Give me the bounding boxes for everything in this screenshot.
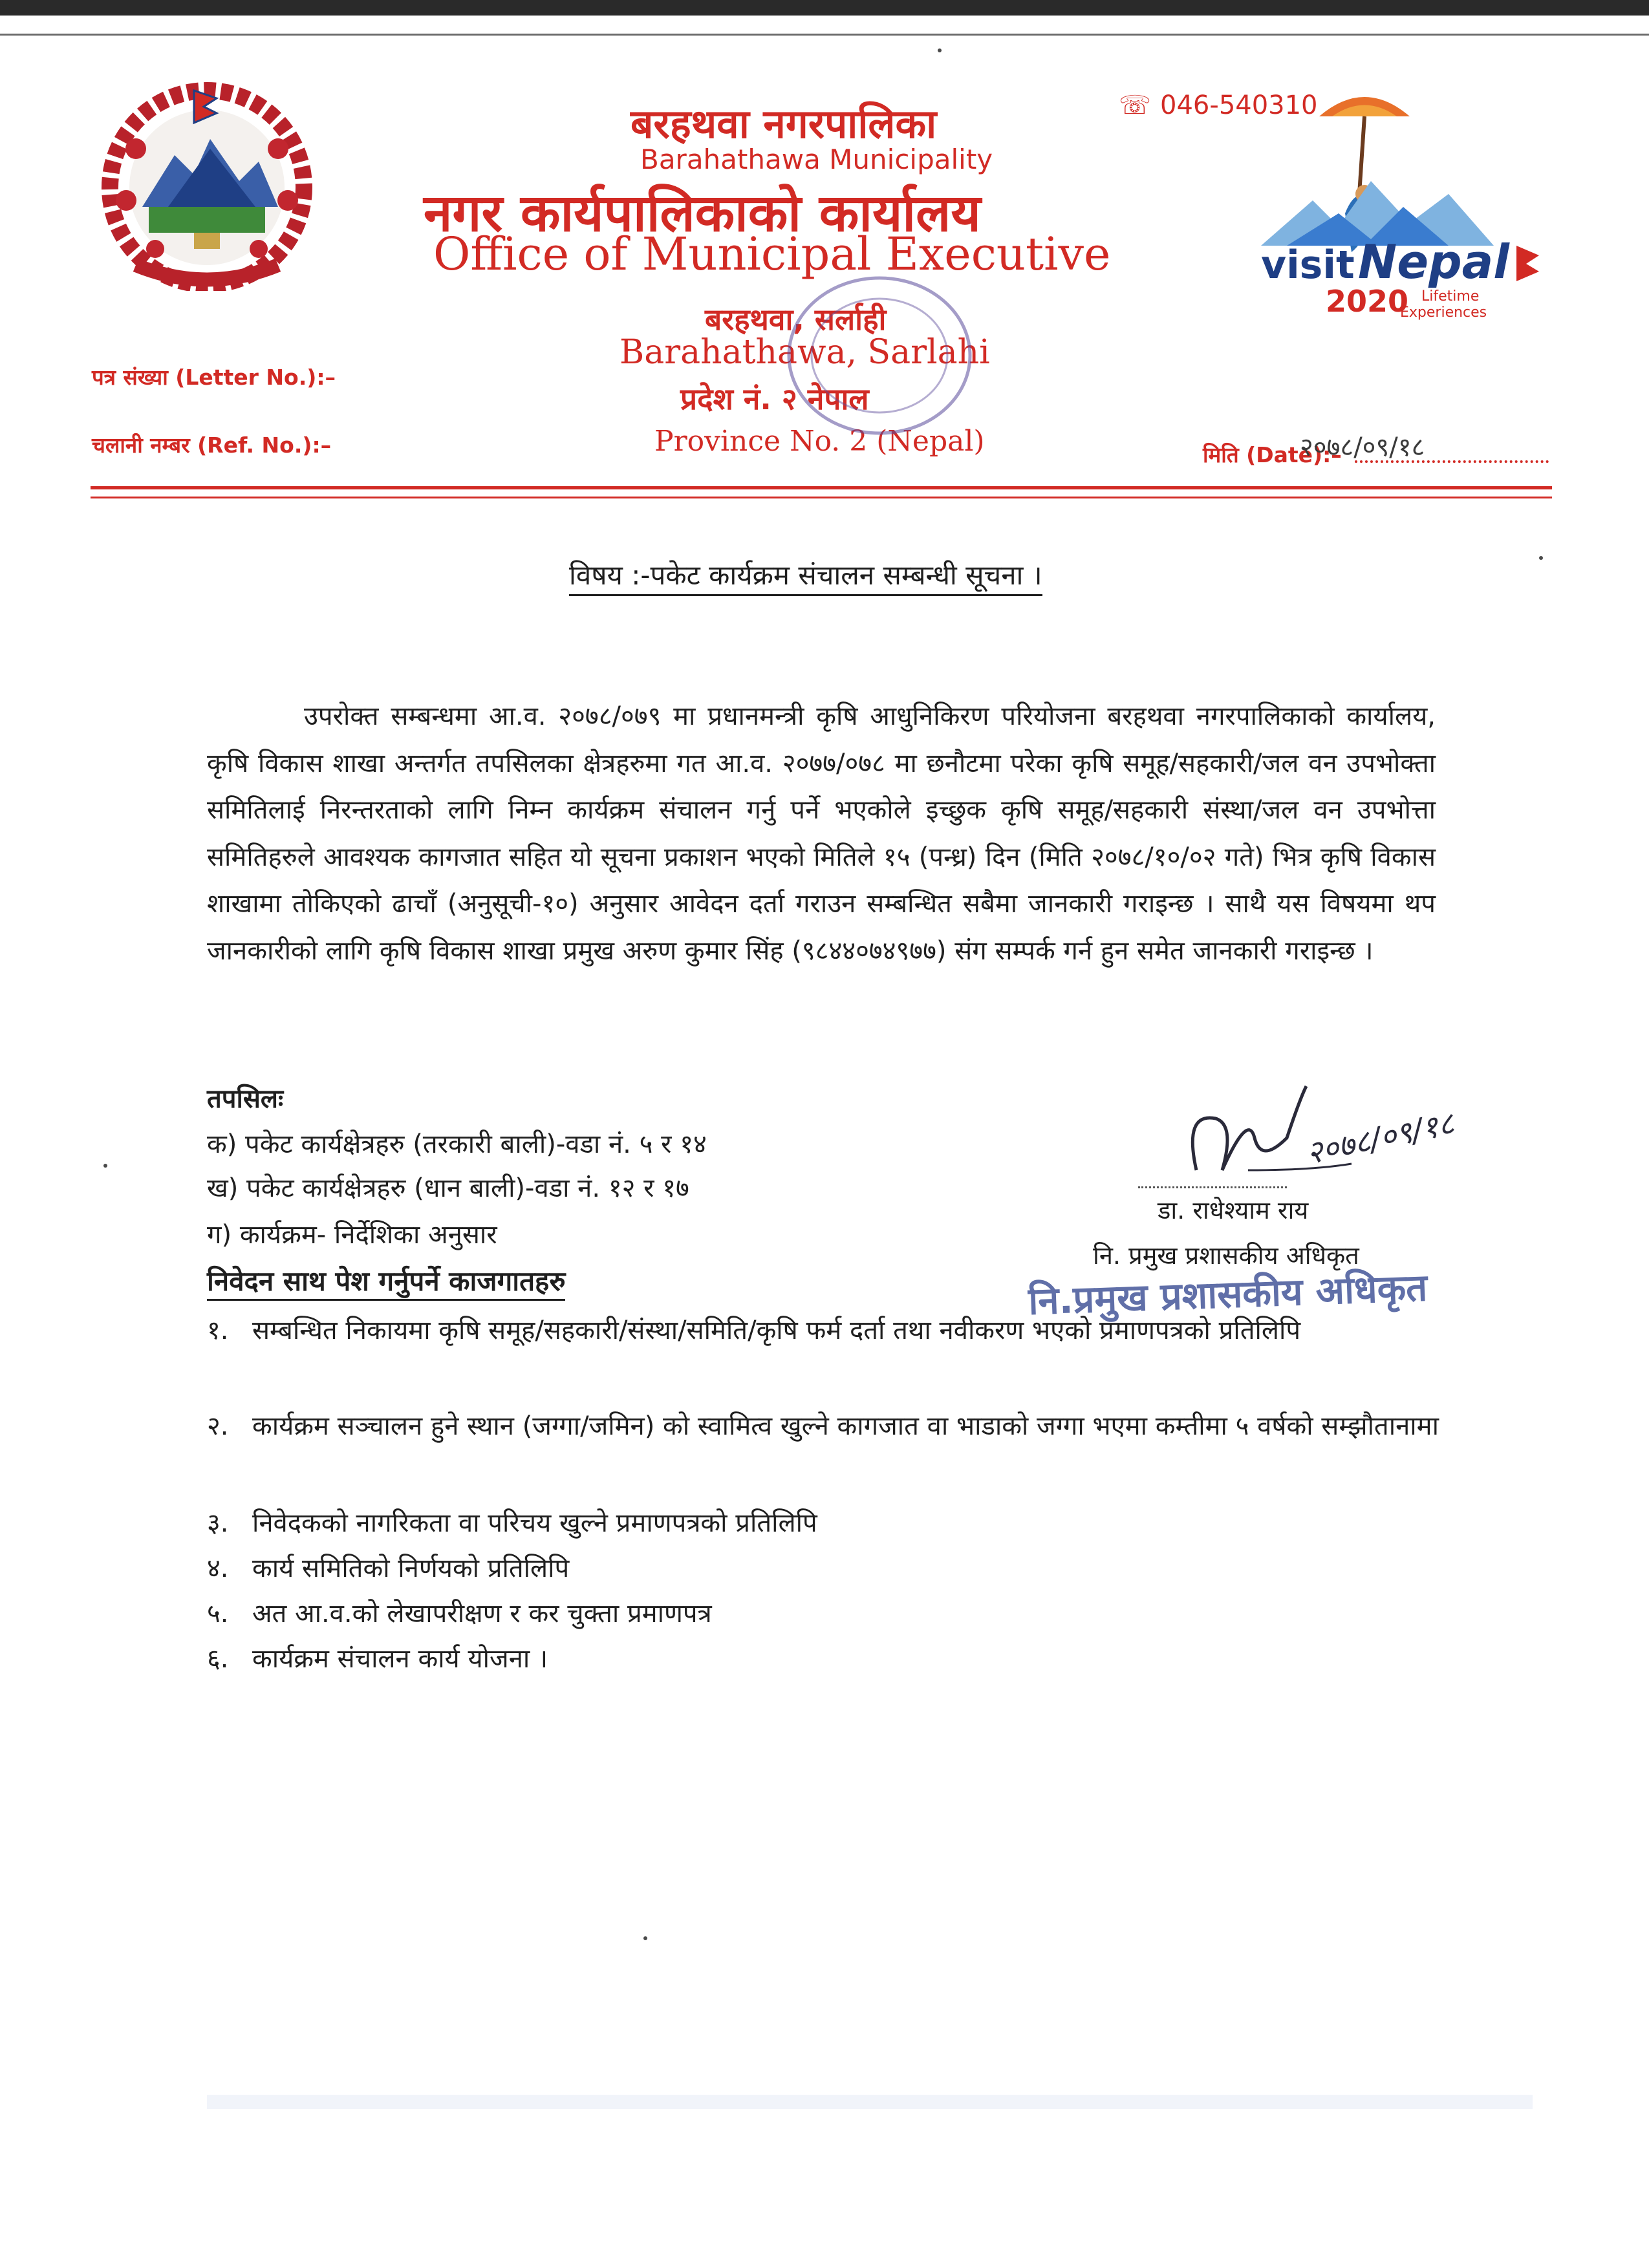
subject-line: विषय :-पकेट कार्यक्रम संचालन सम्बन्धी सूचना । [569,556,1042,596]
document-item-number: ३. [207,1508,229,1538]
handwritten-signature [1158,1073,1481,1203]
scan-smudge [207,2095,1533,2109]
logo-tagline-1: Lifetime [1421,288,1480,305]
letter-number-label: पत्र संख्या (Letter No.):– [92,365,336,390]
signature-date: २०७८/०९/१८ [1303,1105,1458,1172]
visit-nepal-2020-logo [1261,84,1558,323]
header-rule-thick [91,486,1552,489]
document-item-number: ५. [207,1599,229,1629]
tapsil-item: ख) पकेट कार्यक्षेत्रहरु (धान बाली)-वडा नं. १२ र १७ [207,1173,689,1203]
telephone-icon: ☏ [1119,91,1152,120]
logo-year-text: 2020 [1326,284,1409,319]
document-item-text: निवेदकको नागरिकता वा परिचय खुल्ने प्रमाणपत्रको प्रतिलिपि [252,1508,817,1538]
document-item-text: अत आ.व.को लेखापरीक्षण र कर चुक्ता प्रमाणपत्र [252,1599,712,1629]
document-item [207,1500,1442,1546]
office-name-en: Office of Municipal Executive [433,228,1111,281]
signatory-title: नि. प्रमुख प्रशासकीय अधिकृत [1093,1241,1359,1270]
office-name-np: नगर कार्यपालिकाको कार्यालय [424,183,981,243]
date-label: मिति (Date):– [1203,442,1342,467]
scan-speck [643,1936,647,1940]
municipality-name-en: Barahathawa Municipality [640,144,993,175]
document-item-number: १. [207,1316,229,1345]
document-item [207,1403,1442,1450]
signature-dotted-line [1138,1186,1287,1188]
scan-top-edge [0,0,1649,16]
reference-number-label: चलानी नम्बर (Ref. No.):– [92,433,332,458]
scan-speck [1539,556,1543,560]
logo-visit-text: visit [1261,242,1355,288]
phone-text: 046-540310 [1160,91,1318,120]
designation-stamp: नि.प्रमुख प्रशासकीय अधिकृत [1028,1265,1428,1323]
municipality-name-np: बरहथवा नगरपालिका [630,100,937,147]
scan-speck [103,1164,107,1168]
office-round-stamp [770,259,989,453]
signatory-name: डा. राधेश्याम राय [1158,1196,1309,1225]
tapsil-item: क) पकेट कार्यक्षेत्रहरु (तरकारी बाली)-वडा नं. ५ र १४ [207,1129,707,1159]
tapsil-heading: तपसिलः [207,1084,284,1114]
address-en: Barahathawa, Sarlahi [620,333,990,372]
document-item-number: २. [207,1411,229,1441]
date-value: २०७८/०९/१८ [1300,433,1425,462]
document-item-text: कार्यक्रम सञ्चालन हुने स्थान (जग्गा/जमिन) को स्वामित्व खुल्ने कागजात वा भाडाको जग्गा भएमा कम्तीमा ५ वर्षको सम्झौतानामा [252,1411,1439,1441]
document-item-text: कार्यक्रम संचालन कार्य योजना । [252,1644,548,1674]
tapsil-item: ग) कार्यक्रम- निर्देशिका अनुसार [207,1220,497,1250]
header-rule-thin [91,497,1552,498]
document-item [207,1545,1442,1592]
document-item-text: कार्य समितिको निर्णयको प्रतिलिपि [252,1554,570,1583]
nepal-government-emblem [97,78,317,291]
document-item-text: सम्बन्धित निकायमा कृषि समूह/सहकारी/संस्था/समिति/कृषि फर्म दर्ता तथा नवीकरण भएको प्रमाणपत्रको प्रतिलिपि [252,1316,1301,1345]
province-en: Province No. 2 (Nepal) [654,425,985,458]
address-np: बरहथवा, सर्लाही [705,302,887,337]
province-np: प्रदेश नं. २ नेपाल [680,381,869,416]
required-documents-heading: निवेदन साथ पेश गर्नुपर्ने काजगातहरु [207,1262,565,1301]
document-item [207,1590,1442,1637]
body-paragraph: उपरोक्त सम्बन्धमा आ.व. २०७८/०७९ मा प्रधानमन्त्री कृषि आधुनिकिरण परियोजना बरहथवा नगरपालिकाको कार्यालय, कृषि विकास शाखा अन्तर्गत तपसिलका क्षेत्रहरुमा गत आ.व. २०७७/०७८ मा छनौटमा परेका कृषि समूह/सहकारी/जल वन उपभोक्ता समितिलाई निरन्तरताको लागि निम्न कार्यक्रम संचालन गर्नु पर्ने भएकोले इच्छुक कृषि समूह/सहकारी संस्था/जल वन उपभोत्ता समितिहरुले आवश्यक कागजात सहित यो सूचना प्रकाशन भएको मितिले १५ (पन्ध्र) दिन (मिति २०७८/१०/०२ गते) भित्र कृषि विकास शाखामा तोकिएको ढाचाँ (अनुसूची-१०) अनुसार आवेदन दर्ता गराउन सम्बन्धित सबैमा जानकारी गराइन्छ । साथै यस विषयमा थप जानकारीको लागि कृषि विकास शाखा प्रमुख अरुण कुमार सिंह (९८४४०७४९७७) संग सम्पर्क गर्न हुन समेत जानकारी गराइन्छ । [207,701,1436,966]
document-item-number: ४. [207,1554,229,1583]
logo-nepal-text: Nepal [1358,235,1509,289]
scan-top-line [0,34,1649,36]
document-item-number: ६. [207,1644,229,1674]
scan-speck [938,48,942,52]
logo-tagline-2: Experiences [1400,305,1487,321]
document-item [207,1636,1442,1682]
